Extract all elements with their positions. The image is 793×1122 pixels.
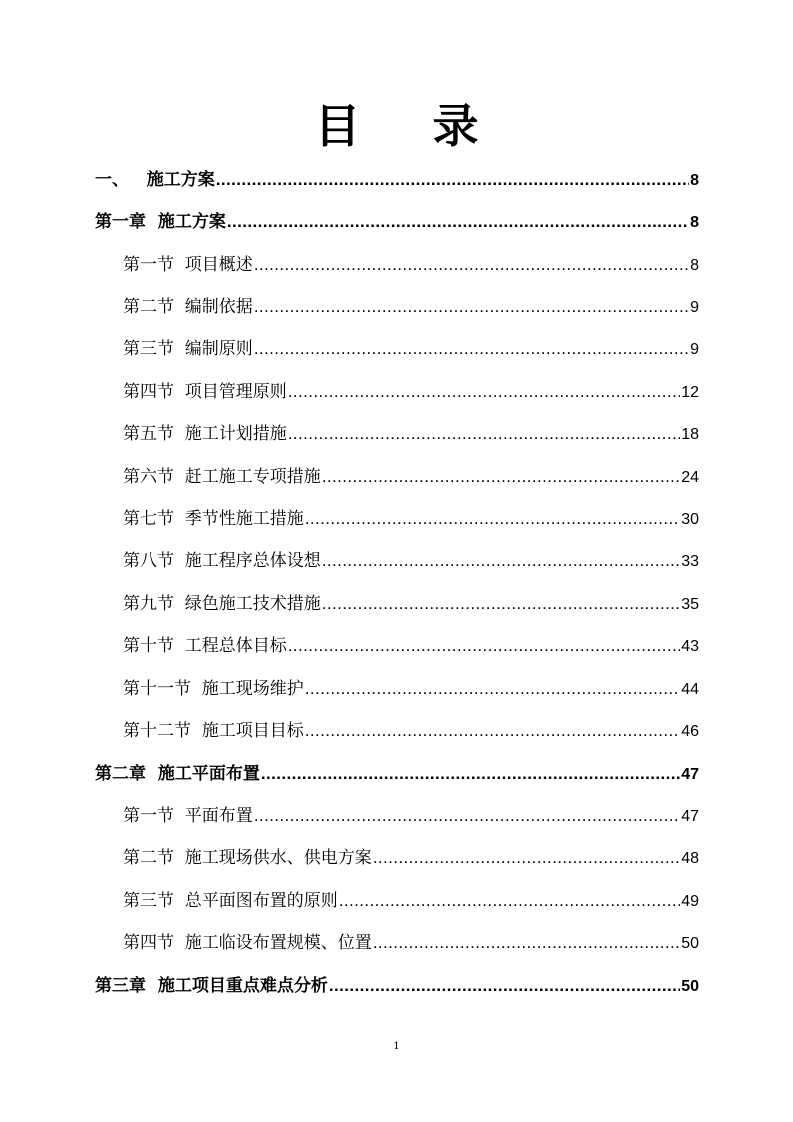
dot-leader — [254, 336, 689, 362]
dot-leader — [216, 167, 689, 193]
dot-leader — [254, 252, 689, 278]
toc-entry[interactable] — [123, 379, 699, 405]
dot-leader — [254, 294, 689, 320]
toc-entry-label: 第一章 施工方案 — [95, 212, 226, 232]
toc-entry-page: 46 — [681, 723, 699, 740]
dot-leader — [329, 973, 680, 999]
toc-entry-page: 50 — [681, 978, 699, 995]
toc-entry[interactable] — [123, 464, 699, 490]
toc-entry-label: 一、 施工方案 — [95, 170, 215, 190]
toc-entry[interactable] — [123, 506, 699, 532]
toc-entry-page: 8 — [690, 257, 699, 274]
dot-leader — [305, 676, 680, 702]
toc-entry[interactable] — [123, 548, 699, 574]
dot-leader — [305, 718, 680, 744]
toc-entry[interactable] — [123, 633, 699, 659]
toc-entry[interactable] — [95, 761, 699, 787]
toc-entry-label: 第二章 施工平面布置 — [95, 764, 260, 784]
toc-entry-label: 第十一节 施工现场维护 — [123, 679, 304, 699]
toc-entry-label: 第九节 绿色施工技术措施 — [123, 594, 321, 614]
dot-leader — [373, 930, 680, 956]
toc-entry-page: 18 — [681, 426, 699, 443]
toc-entry[interactable] — [123, 930, 699, 956]
page-number: 1 — [393, 1041, 400, 1052]
toc-entry-label: 第二节 编制依据 — [123, 297, 253, 317]
toc-entry-page: 49 — [681, 893, 699, 910]
toc-entry-label: 第四节 施工临设布置规模、位置 — [123, 933, 372, 953]
toc-entry-page: 44 — [681, 681, 699, 698]
toc-entry[interactable] — [123, 336, 699, 362]
toc-entry-label: 第三节 编制原则 — [123, 339, 253, 359]
toc-entry-label: 第六节 赶工施工专项措施 — [123, 467, 321, 487]
dot-leader — [288, 379, 680, 405]
dot-leader — [288, 633, 680, 659]
toc-entry-label: 第七节 季节性施工措施 — [123, 509, 304, 529]
dot-leader — [261, 761, 680, 787]
toc-entry[interactable] — [123, 421, 699, 447]
dot-leader — [322, 591, 680, 617]
toc-entry[interactable] — [123, 803, 699, 829]
toc-entry[interactable] — [123, 252, 699, 278]
toc-entry-page: 9 — [690, 299, 699, 316]
toc-entry[interactable] — [123, 888, 699, 914]
dot-leader — [322, 548, 680, 574]
dot-leader — [373, 845, 680, 871]
dot-leader — [227, 209, 689, 235]
toc-entry-page: 8 — [690, 172, 699, 189]
toc-entry-page: 9 — [690, 341, 699, 358]
toc-entry-label: 第八节 施工程序总体设想 — [123, 551, 321, 571]
toc-entry-page: 47 — [681, 766, 699, 783]
toc-entry-page: 48 — [681, 850, 699, 867]
toc-entry-label: 第一节 项目概述 — [123, 255, 253, 275]
dot-leader — [305, 506, 680, 532]
toc-entry-label: 第二节 施工现场供水、供电方案 — [123, 848, 372, 868]
toc-entry[interactable] — [123, 718, 699, 744]
toc-entry-page: 33 — [681, 553, 699, 570]
toc-entry-label: 第十二节 施工项目目标 — [123, 721, 304, 741]
toc-entry-page: 47 — [681, 808, 699, 825]
toc-entry[interactable] — [123, 294, 699, 320]
toc-entry[interactable] — [123, 676, 699, 702]
dot-leader — [288, 421, 680, 447]
dot-leader — [322, 464, 680, 490]
toc-entry-page: 43 — [681, 638, 699, 655]
toc-entry[interactable] — [95, 167, 699, 193]
toc-entry-page: 8 — [690, 214, 699, 231]
document-title: 目 录 — [314, 99, 507, 153]
toc-entry-label: 第一节 平面布置 — [123, 806, 253, 826]
toc-entry-page: 35 — [681, 596, 699, 613]
toc-entry-page: 30 — [681, 511, 699, 528]
toc-entry[interactable] — [95, 973, 699, 999]
toc-entry[interactable] — [123, 591, 699, 617]
toc-entry-page: 50 — [681, 935, 699, 952]
dot-leader — [339, 888, 680, 914]
toc-entry[interactable] — [95, 209, 699, 235]
toc-entry[interactable] — [123, 845, 699, 871]
toc-entry-label: 第十节 工程总体目标 — [123, 636, 287, 656]
toc-entry-label: 第三章 施工项目重点难点分析 — [95, 976, 328, 996]
toc-entry-label: 第五节 施工计划措施 — [123, 424, 287, 444]
dot-leader — [254, 803, 680, 829]
toc-entry-page: 12 — [681, 384, 699, 401]
toc-entry-label: 第三节 总平面图布置的原则 — [123, 891, 338, 911]
toc-entry-page: 24 — [681, 469, 699, 486]
toc-entry-label: 第四节 项目管理原则 — [123, 382, 287, 402]
